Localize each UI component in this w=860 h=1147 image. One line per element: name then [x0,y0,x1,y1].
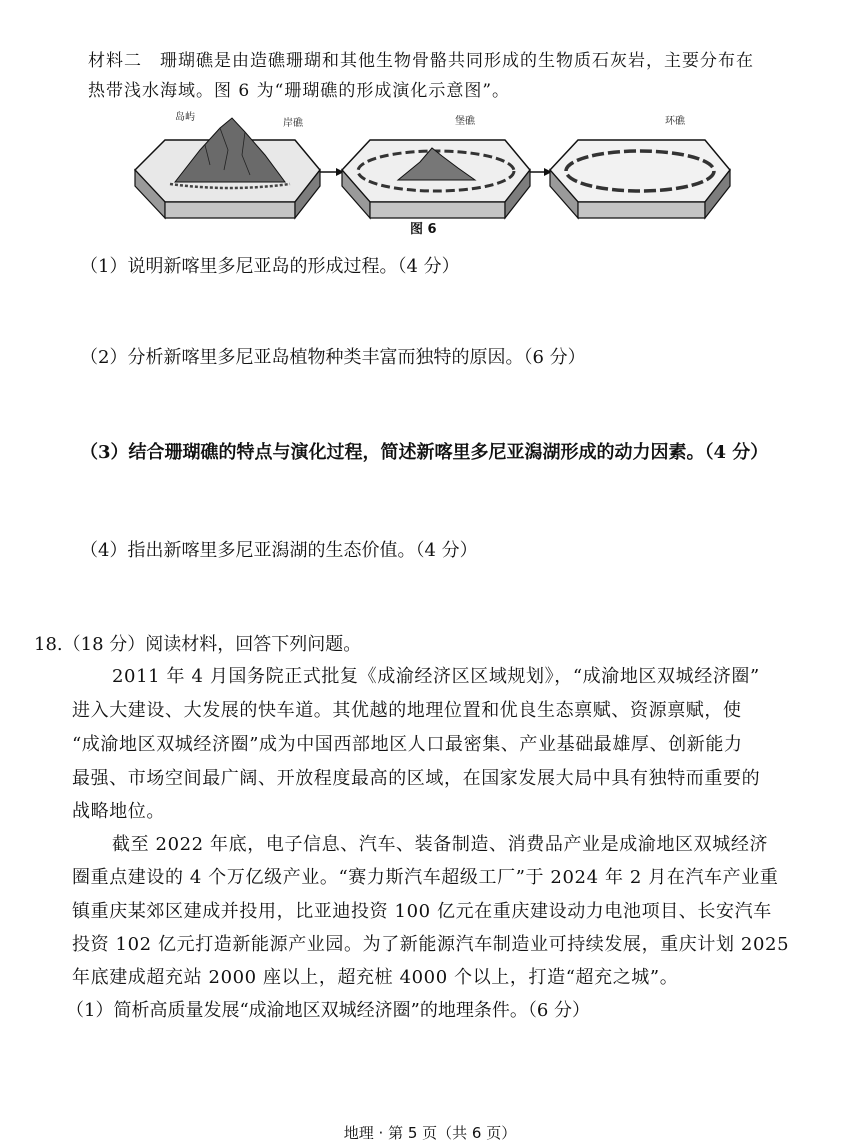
page-footer: 地理 · 第 5 页（共 6 页） [343,1124,517,1142]
label-island: 岛屿 [175,112,195,123]
label-atoll: 环礁 [665,116,685,127]
q18-para1-line1: 2011 年 4 月国务院正式批复《成渝经济区区域规划》，“成渝地区双城经济圈” [112,666,760,687]
figure-caption: 图 6 [410,222,437,237]
label-barrier-reef: 堡礁 [455,116,475,127]
q18-para2-line3: 镇重庆某郊区建成并投用，比亚迪投资 100 亿元在重庆建设动力电池项目、长安汽车 [72,901,772,922]
question-18-header: 18.（18 分）阅读材料，回答下列问题。 [34,634,362,655]
question-17-4: （4）指出新喀里多尼亚潟湖的生态价值。（4 分） [80,540,478,561]
q18-para1-line3: “成渝地区双城经济圈”成为中国西部地区人口最密集、产业基础最雄厚、创新能力 [72,734,743,755]
island-block [135,118,320,218]
question-17-2: （2）分析新喀里多尼亚岛植物种类丰富而独特的原因。（6 分） [80,347,586,368]
question-17-3: （3）结合珊瑚礁的特点与演化过程，简述新喀里多尼亚潟湖形成的动力因素。（4 分） [80,442,769,463]
question-18-1: （1）简析高质量发展“成渝地区双城经济圈”的地理条件。（6 分） [66,1000,591,1021]
q18-para2-line1: 截至 2022 年底，电子信息、汽车、装备制造、消费品产业是成渝地区双城经济 [112,834,769,855]
q18-para2-line4: 投资 102 亿元打造新能源产业园。为了新能源汽车制造业可持续发展，重庆计划 2025 [72,934,790,955]
atoll-block [550,140,730,218]
q18-para2-line2: 圈重点建设的 4 个万亿级产业。“赛力斯汽车超级工厂”于 2024 年 2 月在汽车产业重 [72,867,779,888]
material2-line2: 热带浅水海域。图 6 为“珊瑚礁的形成演化示意图”。 [88,81,511,101]
question-17-1: （1）说明新喀里多尼亚岛的形成过程。（4 分） [80,256,460,277]
q18-para2-line5: 年底建成超充站 2000 座以上，超充桩 4000 个以上，打造“超充之城”。 [72,967,679,988]
material2-line1: 材料二 珊瑚礁是由造礁珊瑚和其他生物骨骼共同形成的生物质石灰岩，主要分布在 [88,51,754,71]
q18-para1-line4: 最强、市场空间最广阔、开放程度最高的区域，在国家发展大局中具有独特而重要的 [72,768,761,789]
q18-para1-line2: 进入大建设、大发展的快车道。其优越的地理位置和优良生态禀赋、资源禀赋，使 [72,700,742,721]
barrier-reef-block [342,140,530,218]
label-fringing-reef: 岸礁 [283,118,303,129]
q18-para1-line5: 战略地位。 [72,801,165,822]
